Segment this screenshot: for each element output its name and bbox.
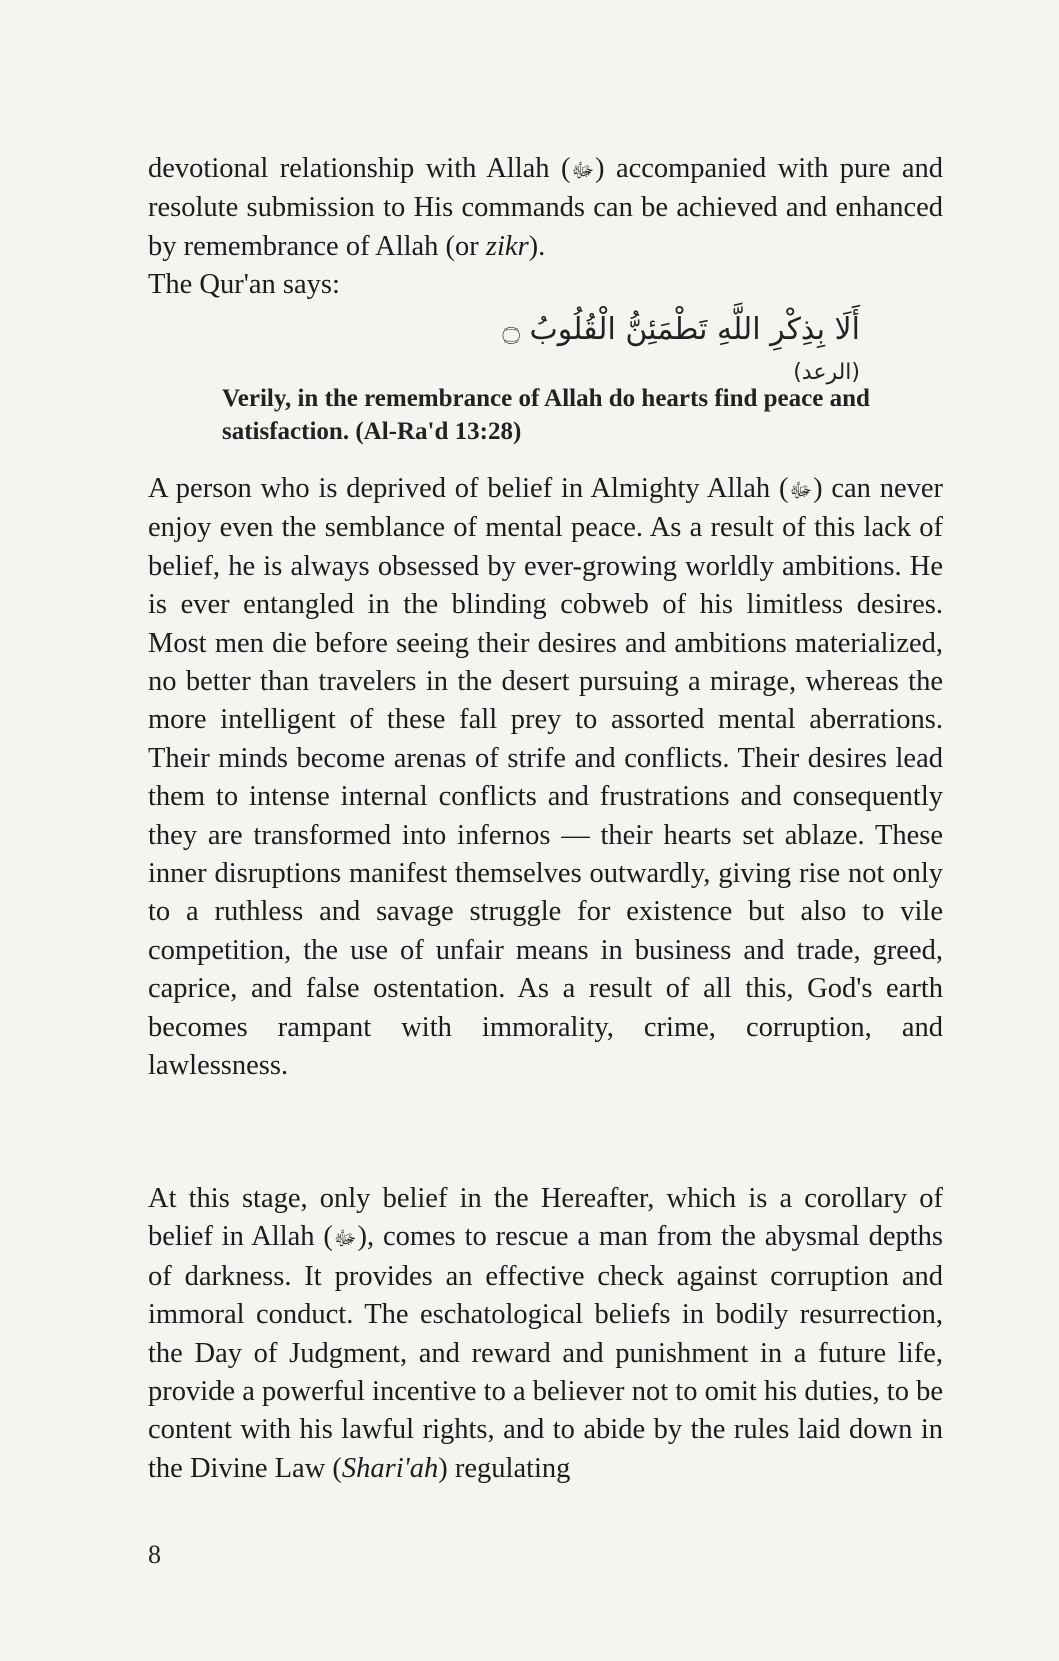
italic-term-zikr: zikr [485,230,529,262]
italic-term-shariah: Shari'ah [341,1452,439,1484]
verse-citation: (Al-Ra'd 13:28) [355,418,522,445]
verse-translation-text: Verily, in the remembrance of Allah do hearts find peace and satisfaction. [222,385,870,445]
honorific-symbol: ﷻ [789,478,813,502]
paragraph-1-last-line: The Qur'an says: [148,269,340,301]
paragraph-1 [148,150,943,305]
verse-translation [222,382,902,448]
paragraph-3-text-after: ), comes to rescue a man from the abysmal depths of darkness. It provides an effective check against corruption and immoral conduct. The eschatological beliefs in bodily resurrection, the Day of Judgment, and reward and punishment in a future life, provide a powerful incentive to a believer not to omit his duties, to be content with his lawful rights, and to abide by the rules laid down in the Divine Law ( [148,1221,943,1484]
paragraph-2-text-before: A person who is deprived of belief in Almighty Allah ( [148,473,789,504]
paragraph-2 [148,470,943,1086]
arabic-verse [440,310,860,393]
paragraph-1-text-end: ). [528,230,546,262]
arabic-verse-reference: (الرعد) [793,360,860,385]
paragraph-1-text-before: devotional relationship with Allah ( [148,153,571,184]
paragraph-3-text-before: At this stage, only belief in the Hereafter, which is a corollary of belief in Allah ( [148,1183,943,1253]
page-number: 8 [148,1540,161,1569]
honorific-symbol: ﷻ [571,158,595,182]
paragraph-1-text-after: ) accompanied with pure and resolute submission to His commands can be achieved and enhanced by remembrance of Allah (or [148,153,943,262]
paragraph-2-text-after: ) can never enjoy even the semblance of mental peace. As a result of this lack of belief, he is always obsessed by ever-growing worldly ambitions. He is ever entangled in the blinding cobweb of his limitless desires. Most men die before seeing their desires and ambitions materialized, no better than travelers in the desert pursuing a mirage, whereas the more intelligent of these fall prey to assorted mental aberrations. Their minds become arenas of strife and conflicts. Their desires lead them to intense internal conflicts and frustrations and consequently they are transformed into infernos — their hearts set ablaze. These inner disruptions manifest themselves outwardly, giving rise not only to a ruthless and savage struggle for existence but also to vile competition, the use of unfair means in business and trade, greed, caprice, and false ostentation. As a result of all this, God's earth becomes rampant with immorality, crime, corruption, and lawlessness. [148,473,943,1082]
paragraph-3 [148,1180,943,1488]
paragraph-3-text-end: ) regulating [438,1452,571,1484]
honorific-symbol: ﷻ [333,1226,357,1251]
arabic-verse-text: أَلَا بِذِكْرِ اللَّهِ تَطْمَئِنُّ الْقُلُوبُ ۝ [502,312,860,347]
